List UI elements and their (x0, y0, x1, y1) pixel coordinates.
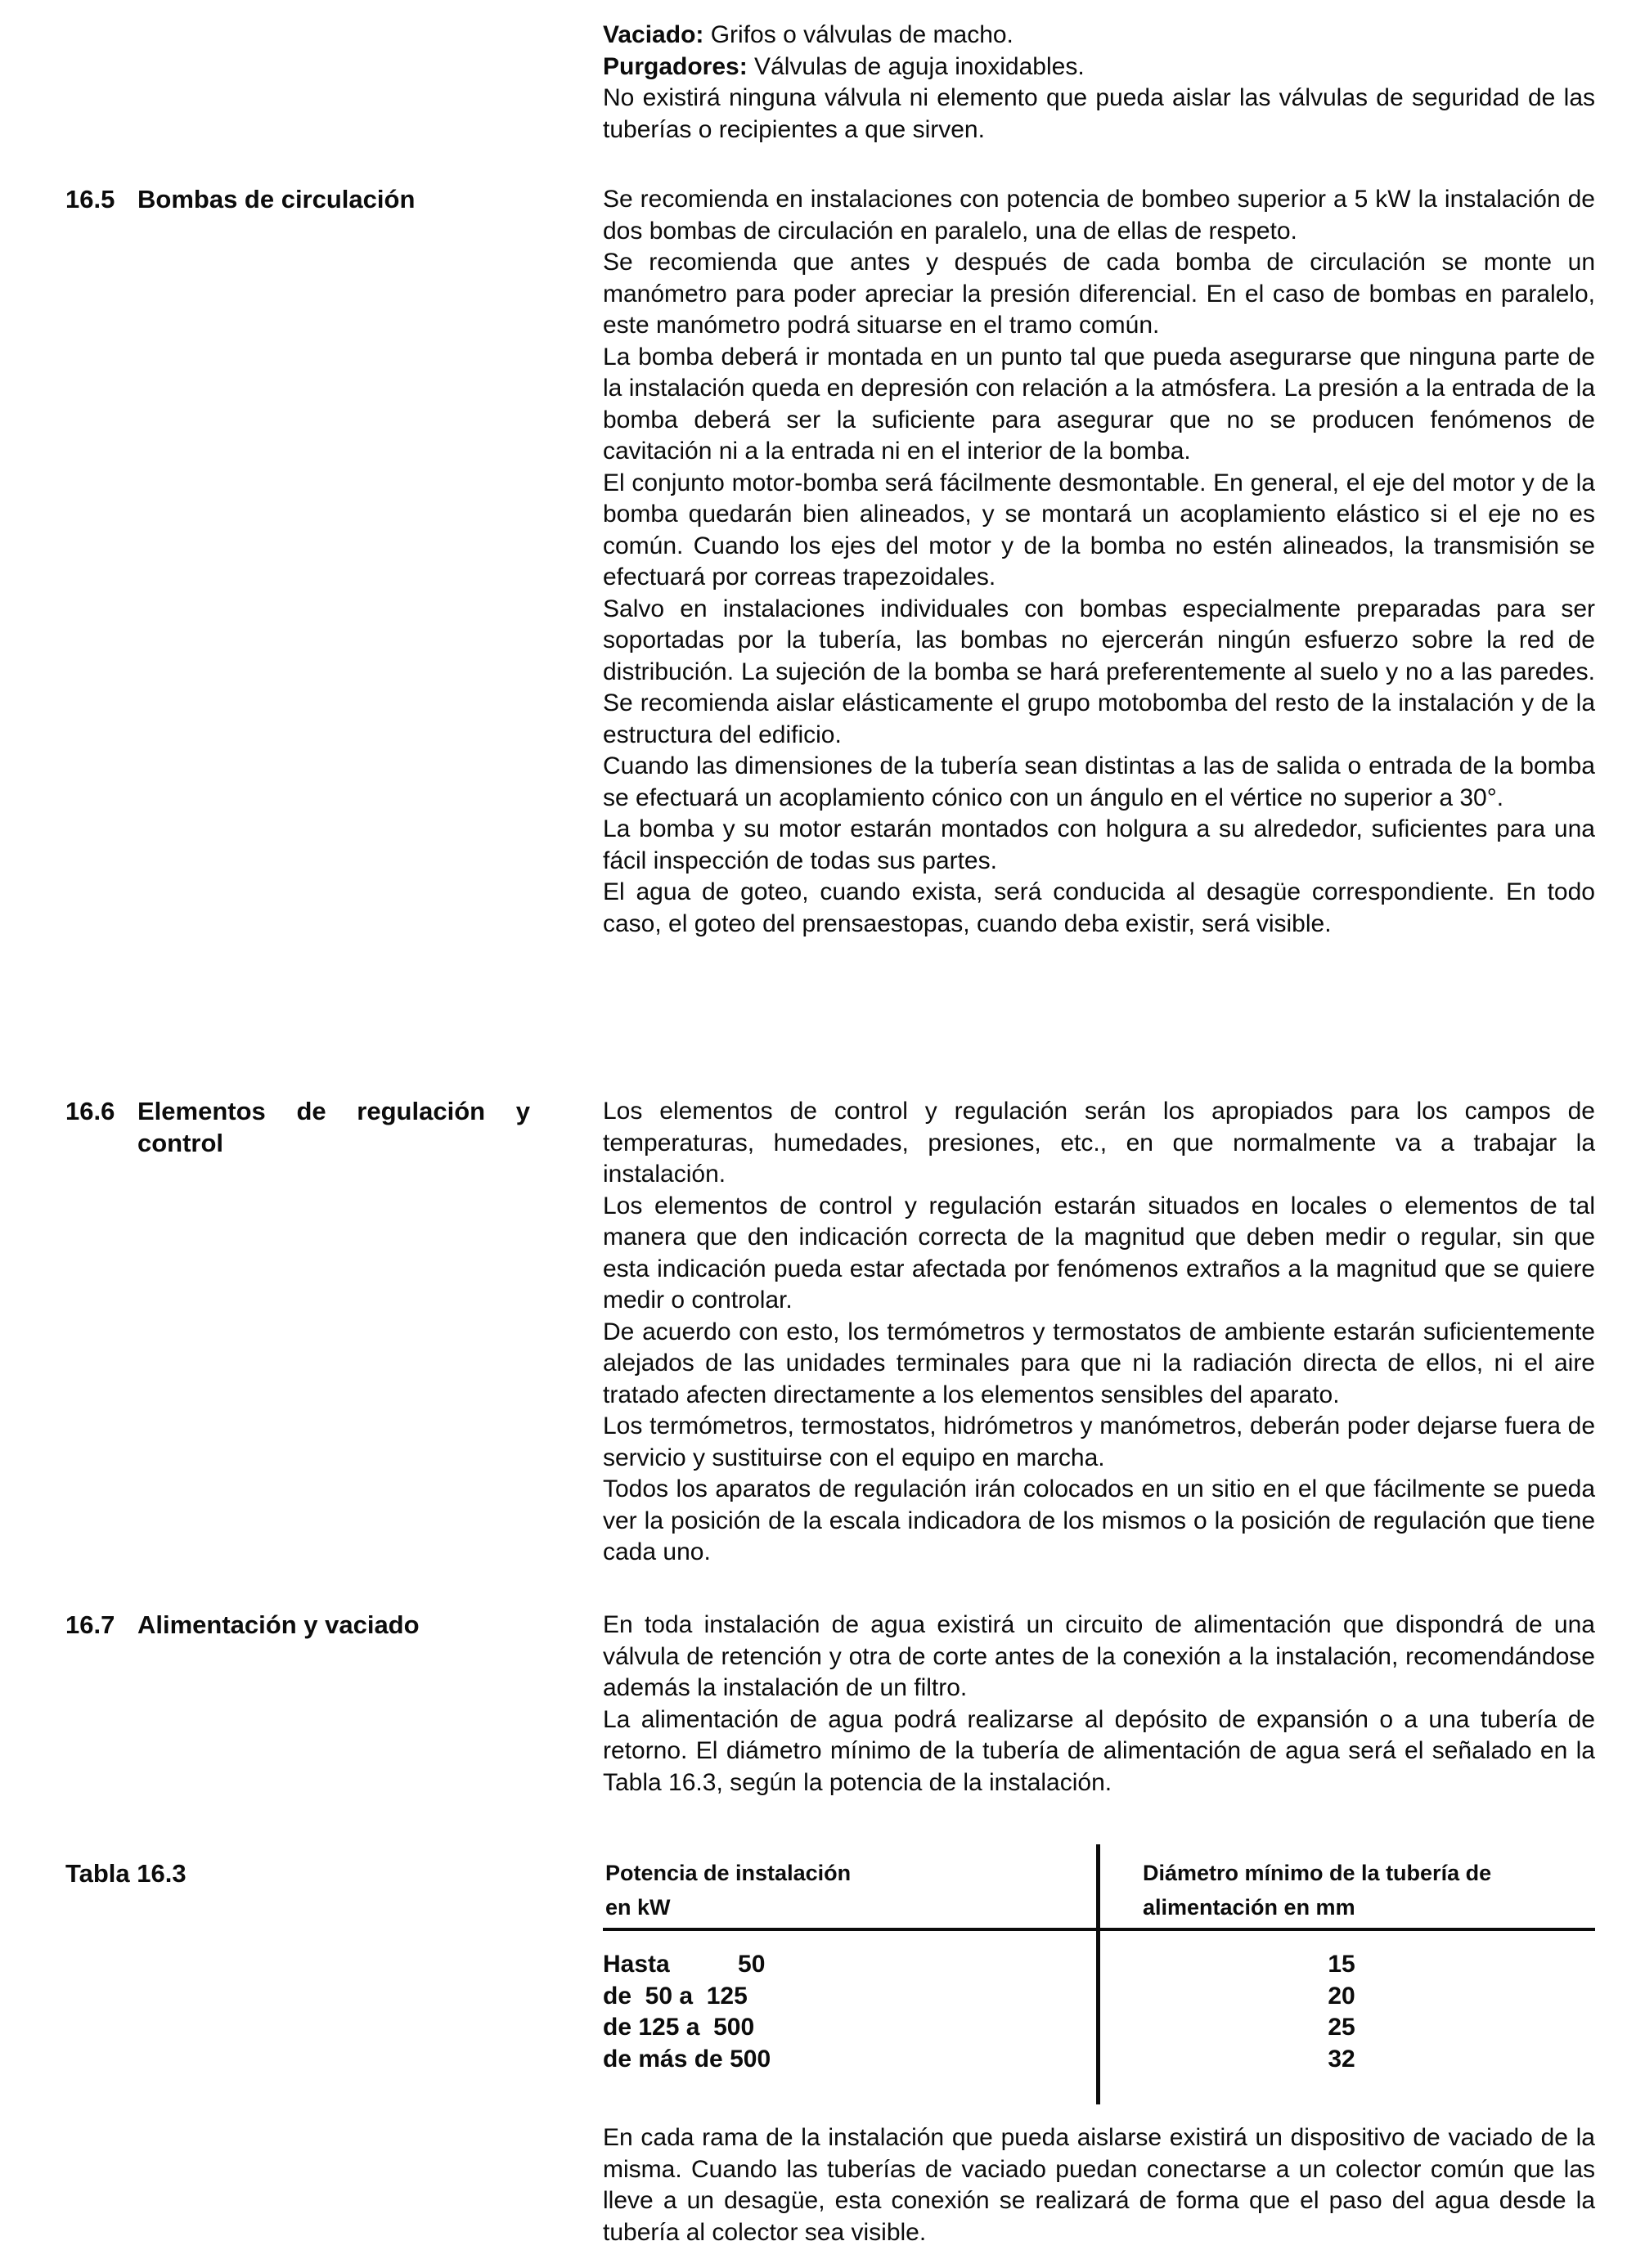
section-body-16-7 (603, 1610, 1595, 1799)
table-16-3 (603, 1843, 1595, 2113)
range-cell: de más de 500 (603, 2045, 771, 2073)
section-heading-16-6 (65, 1096, 556, 1159)
paragraph: El agua de goteo, cuando exista, será conducida al desagüe correspondiente. En todo caso, el goteo del prensaestopas, cuando deba existir, será visible. (603, 878, 1595, 937)
paragraph: En toda instalación de agua existirá un circuito de alimentación que dispondrá de una válvula de retención y otra de corte antes de la conexión a la instalación, recomendándose además la instalación de un filtro. (603, 1611, 1595, 1701)
intro-paragraph (603, 83, 1595, 146)
section-body-16-6 (603, 1096, 1595, 1569)
table-header-diameter-line2: alimentación en mm (1143, 1895, 1355, 1920)
intro-text: Válvulas de aguja inoxidables. (747, 52, 1085, 80)
intro-paragraph (603, 20, 1595, 52)
diameter-cell: 15 (1328, 1951, 1355, 1978)
table-row (603, 2012, 1595, 2044)
section-title: Alimentación y vaciado (137, 1610, 420, 1639)
section-heading-16-5 (65, 184, 556, 216)
intro-text: Grifos o válvulas de macho. (703, 21, 1014, 48)
table-header-kw-line2: en kW (605, 1895, 671, 1920)
paragraph: Los elementos de control y regulación serán los apropiados para los campos de temperaturas, humedades, presiones, etc., en que normalmente va a trabajar la instalación. (603, 1098, 1595, 1188)
section-number: 16.5 (65, 185, 115, 213)
paragraph: Cuando las dimensiones de la tubería sean distintas a las de salida o entrada de la bomba se efectuará un acoplamiento cónico con un ángulo en el vértice no superior a 30°. (603, 752, 1595, 811)
intro-text: No existirá ninguna válvula ni elemento que pueda aislar las válvulas de seguridad de las tuberías o recipientes a que sirven. (603, 84, 1595, 143)
section-number: 16.6 (65, 1097, 115, 1125)
section-body-16-5 (603, 184, 1595, 940)
paragraph: La bomba deberá ir montada en un punto tal que pueda asegurarse que ninguna parte de la instalación queda en depresión con relación a la atmósfera. La presión a la entrada de la bomba deberá ser la suficiente para asegurar que no se producen fenómenos de cavitación ni a la entrada ni en el interior de la bomba. (603, 343, 1595, 465)
range-cell: Hasta 50 (603, 1951, 766, 1978)
paragraph: La bomba y su motor estarán montados con holgura a su alrededor, suficientes para una fácil inspección de todas sus partes. (603, 815, 1595, 874)
closing-block (603, 2122, 1595, 2248)
paragraph: Los termómetros, termostatos, hidrómetros y manómetros, deberán poder dejarse fuera de servicio y sustituirse con el equipo en marcha. (603, 1412, 1595, 1471)
section-title: Elementos de regulación y control (137, 1097, 530, 1157)
paragraph: La alimentación de agua podrá realizarse al depósito de expansión o a una tubería de retorno. El diámetro mínimo de la tubería de alimentación de agua será el señalado en la Tabla 16.3, según la potencia de la instalación. (603, 1705, 1595, 1796)
table-row (603, 2044, 1595, 2076)
paragraph: De acuerdo con esto, los termómetros y termostatos de ambiente estarán suficientemente alejados de las unidades terminales para que ni la radiación directa de ellos, ni el aire tratado afecten directamente a los elementos sensibles del aparato. (603, 1318, 1595, 1408)
paragraph: Se recomienda que antes y después de cada bomba de circulación se monte un manómetro para poder apreciar la presión diferencial. En el caso de bombas en paralelo, este manómetro podrá situarse en el tramo común. (603, 249, 1595, 339)
intro-block (603, 20, 1595, 146)
range-cell: de 125 a 500 (603, 2014, 755, 2041)
diameter-cell: 25 (1328, 2014, 1355, 2041)
paragraph: Todos los aparatos de regulación irán colocados en un sitio en el que fácilmente se pueda ver la posición de la escala indicadora de los mismos o la posición de regulación que tiene cada uno. (603, 1475, 1595, 1565)
section-number: 16.7 (65, 1610, 115, 1639)
table-label: Tabla 16.3 (65, 1859, 187, 1888)
section-heading-16-7 (65, 1610, 556, 1641)
diameter-cell: 20 (1328, 1982, 1355, 2010)
range-cell: de 50 a 125 (603, 1982, 748, 2010)
section-title: Bombas de circulación (137, 185, 416, 213)
intro-paragraph (603, 52, 1595, 83)
table-row (603, 1981, 1595, 2013)
paragraph: Se recomienda en instalaciones con potencia de bombeo superior a 5 kW la instalación de dos bombas de circulación en paralelo, una de ellas de respeto. (603, 186, 1595, 245)
closing-paragraph: En cada rama de la instalación que pueda aislarse existirá un dispositivo de vaciado de la misma. Cuando las tuberías de vaciado puedan conectarse a un colector común que las lleve a un desagüe, esta conexión se realizará de forma que el paso del agua desde la tubería al colector sea visible. (603, 2124, 1595, 2246)
table-header-kw-line1: Potencia de instalación (605, 1861, 852, 1885)
table-rows (603, 1949, 1595, 2075)
paragraph: Los elementos de control y regulación estarán situados en locales o elementos de tal manera que den indicación correcta de la magnitud que deben medir o regular, sin que esta indicación pueda estar afectada por fenómenos extraños a la magnitud que se quiere medir o controlar. (603, 1192, 1595, 1314)
table-header-rule (603, 1928, 1595, 1931)
paragraph: Salvo en instalaciones individuales con bombas especialmente preparadas para ser soportadas por la tubería, las bombas no ejercerán ningún esfuerzo sobre la red de distribución. La sujeción de la bomba se hará preferentemente al suelo y no a las paredes. Se recomienda aislar elásticamente el grupo motobomba del resto de la instalación y de la estructura del edificio. (603, 595, 1595, 748)
diameter-cell: 32 (1328, 2045, 1355, 2073)
table-row (603, 1949, 1595, 1981)
table-header-diameter-line1: Diámetro mínimo de la tubería de (1143, 1861, 1492, 1885)
intro-term: Vaciado: (603, 21, 704, 48)
intro-term: Purgadores: (603, 52, 748, 80)
table-header-diameter (1143, 1856, 1584, 1924)
paragraph: El conjunto motor-bomba será fácilmente desmontable. En general, el eje del motor y de la bomba quedarán bien alineados, y se montará un acoplamiento elástico si el eje no es común. Cuando los ejes del motor y de la bomba no estén alineados, la transmisión se efectuará por correas trapezoidales. (603, 469, 1595, 591)
table-header-kw (605, 1856, 1063, 1924)
